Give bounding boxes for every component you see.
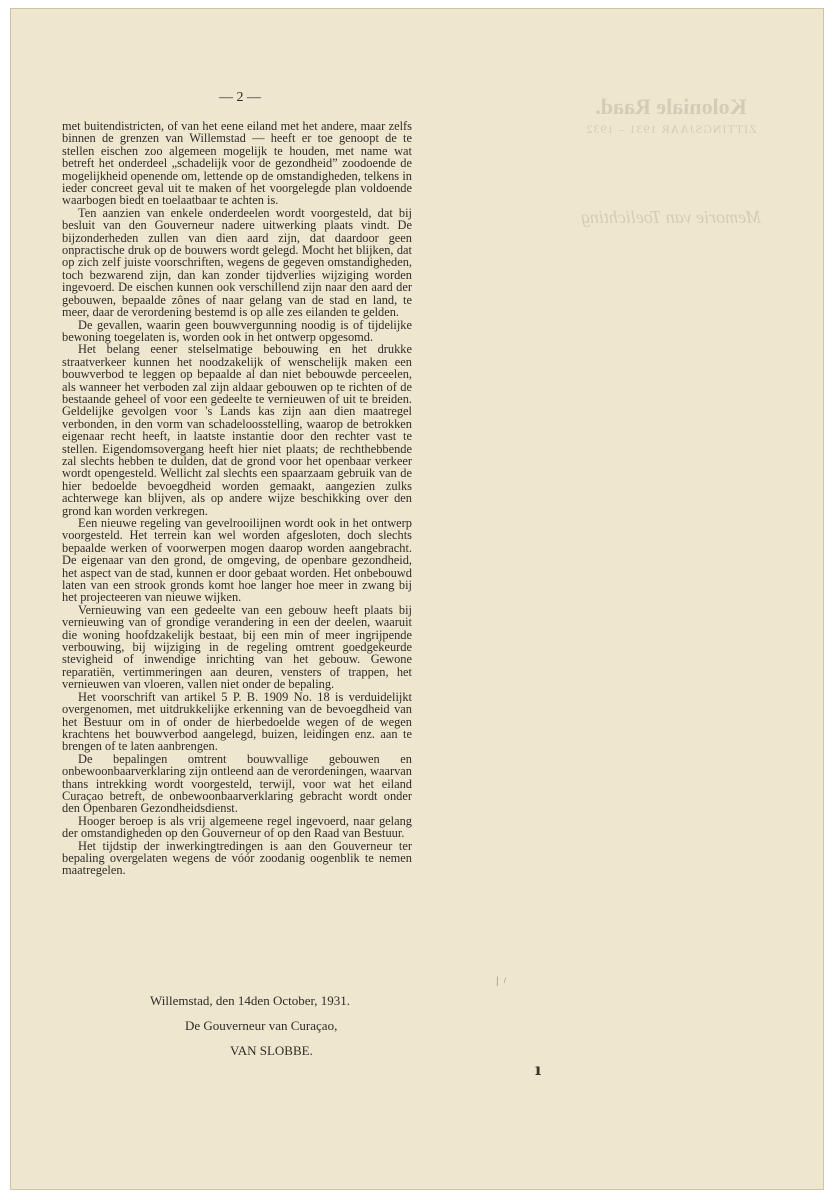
paragraph: De bepalingen omtrent bouwvallige gebouwen en onbewoonbaarverklaring zijn ontleend aan de verordeningen, waarvan thans intrekking wordt voorgesteld, terwijl, voor wat het eiland Curaçao betreft, de onbewoonbaarverklaring gebracht wordt onder den Openbaren Gezondheidsdienst. xyxy=(62,751,412,816)
memorandum-body xyxy=(62,120,412,877)
paragraph: Het voorschrift van artikel 5 P. B. 1909 No. 18 is verduidelijkt overgenomen, met uitdrukkelijke erkenning van de bevoegdheid van het Bestuur om in of onder de hierbedoelde wegen of de wegen krachtens het bouwverbod aangelegd, buizen, leidingen enz. aan te brengen of te laten aanbrengen. xyxy=(62,689,412,754)
paragraph: Het tijdstip der inwerkingtredingen is aan den Gouverneur ter bepaling overgelaten wegens de vóór zoodanig oogenblik te nemen maatregelen. xyxy=(62,838,412,878)
paragraph: Ten aanzien van enkele onderdeelen wordt voorgesteld, dat bij besluit van den Gouverneur nadere uitwerking plaats vindt. De bijzonderheden zullen van dien aard zijn, dat daardoor geen onpractische druk op de bouwers wordt gelegd. Mocht het blijken, dat op zich zelf juiste voorschriften, wegens de gegeven omstandigheden, toch bezwarend zijn, dan kan zonder tijdverlies wijziging worden ingevoerd. De eischen kunnen ook verschillend zijn naar den aard der gebouwen, bepaalde zônes of naar gelang van de stad en land, te meer, daar de verordening bestemd is op alle zes eilanden te gelden. xyxy=(62,205,412,320)
paragraph: met buitendistricten, of van het eene eiland met het andere, maar zelfs binnen de grenzen van Willemstad — heeft er toe genoopt de te stellen eischen zoo algemeen mogelijk te houden, met name wat betreft het onderdeel „schadelijk voor de gezondheid” zoodoende de mogelijkheid openende om, lettende op de omstandigheden, telkens in ieder concreet geval uit te maken of het voorgelegde plan voldoende waarbogen biedt en toelaatbaar te achten is. xyxy=(62,119,412,208)
signature-date-line: Willemstad, den 14den October, 1931. xyxy=(150,993,351,1008)
signature-title: De Gouverneur van Curaçao, xyxy=(185,1018,338,1033)
ink-mark: ⁄ ⸝ xyxy=(493,971,510,988)
ghost-heading: Memorie van Toelichting xyxy=(580,207,762,227)
paragraph: Vernieuwing van een gedeelte van een gebouw heeft plaats bij vernieuwing van of grondige verandering in een der deelen, waaruit die woning hoofdzakelijk bestaat, bij een min of meer ingrijpende verbouwing, bij wijziging in de regeling omtrent goedgekeurde stevigheid of inwendige inrichting van het gebouw. Gewone reparatiën, vertimmeringen aan deuren, vensters of trappen, het vernieuwen van vloeren, vallen niet onder de bepaling. xyxy=(62,602,412,692)
paragraph: Een nieuwe regeling van gevelrooilijnen wordt ook in het ontwerp voorgesteld. Het terrein kan wel worden afgesloten, doch slechts bepaalde werken of voorwerpen mogen daarop worden aangebracht. De eigenaar van den grond, de omgeving, de openbare gezondheid, het aspect van de stad, kunnen er door gebaat worden. Het onbebouwd laten van een strook gronds komt hoe langer hoe meer in zwang bij het projecteeren van nieuwe wijken. xyxy=(62,516,412,605)
bleed-through-mark xyxy=(511,94,831,228)
signature-name: VAN SLOBBE. xyxy=(230,1043,313,1058)
ghost-title: Koloniale Raad. xyxy=(595,94,747,119)
paragraph: Het belang eener stelselmatige bebouwing en het drukke straatverkeer kunnen het noodzakelijk of wenschelijk maken een bouwverbod te leggen op bepaalde al dan niet bebouwde perceelen, als wanneer het verboden zal zijn aldaar gebouwen op te richten of de bestaande geheel of voor een gedeelte te vernieuwen of uit te breiden. Geldelijke gevolgen voor 's Lands kas zijn aan dien maatregel verbonden, in den vorm van schadeloosstelling, waarop de betrokken eigenaar recht heeft, in laatste instantie door den rechter vast te stellen. Eigendomsovergang heeft hier niet plaats; de rechthebbende zal slechts hebben te dulden, dat de grond voor het openbaar verkeer wordt opengesteld. Wellicht zal slechts een spaarzaam gebruik van de hier bedoelde bevoegdheid worden gemaakt, aangezien zulks achterwege kan blijven, als op andere wijze beschikking over den grond kan worden verkregen. xyxy=(62,342,412,518)
ghost-subtitle: ZITTINGSJAAR 1931 – 1932 xyxy=(585,122,757,136)
ink-mark: ı xyxy=(535,1060,542,1079)
paragraph: De gevallen, waarin geen bouwvergunning noodig is of tijdelijke bewoning toegelaten is, worden ook in het ontwerp opgesomd. xyxy=(62,317,412,344)
paragraph: Hooger beroep is als vrij algemeene regel ingevoerd, naar gelang der omstandigheden op den Gouverneur of op den Raad van Bestuur. xyxy=(62,813,412,841)
page-number: — 2 — xyxy=(219,90,261,105)
